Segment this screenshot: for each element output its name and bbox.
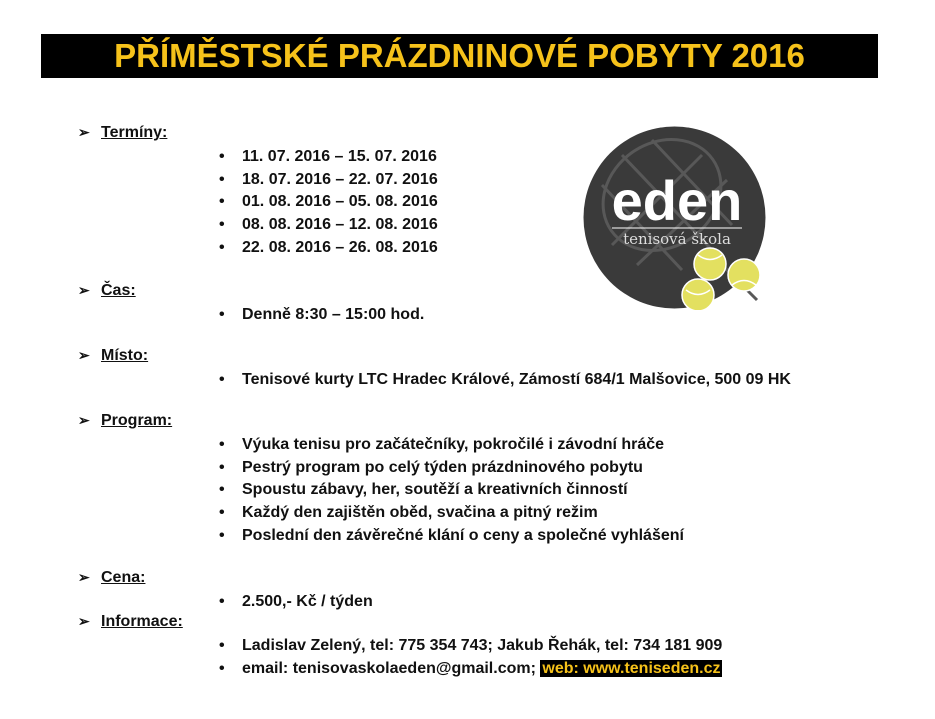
bullet-icon: • [219,526,225,544]
list-item: • Poslední den závěrečné klání o ceny a společné vyhlášení [219,525,684,548]
bullet-icon: • [219,148,225,165]
list-cas [219,304,424,327]
section-label: Místo: [101,347,149,364]
list-program [219,434,684,548]
section-label: Informace: [101,613,183,630]
bullet-icon: • [219,170,225,188]
section-label: Cena: [101,569,146,586]
web-link[interactable]: web: www.teniseden.cz [542,659,721,677]
list-item: • Každý den zajištěn oběd, svačina a pitný režim [219,502,684,525]
list-item [219,658,722,681]
list-item: • 18. 07. 2016 – 22. 07. 2016 [219,169,438,192]
bullet-icon: • [219,481,225,499]
list-informace [219,635,722,680]
list-item: • Ladislav Zelený, tel: 775 354 743; Jakub Řehák, tel: 734 181 909 [219,635,722,658]
section-cena [78,569,145,587]
section-misto [78,347,148,365]
bullet-icon: • [219,458,225,476]
list-item: • 08. 08. 2016 – 12. 08. 2016 [219,214,438,237]
bullet-icon: • [219,238,225,256]
section-label: Program: [101,412,173,429]
arrow-bullet-icon: ➢ [78,569,90,585]
logo-subtitle: tenisová škola [623,230,731,248]
section-label: Termíny: [101,124,168,141]
page-title: PŘÍMĚSTSKÉ PRÁZDNINOVÉ POBYTY 2016 [41,34,878,78]
list-misto [219,369,791,392]
list-terminy [219,146,438,260]
section-informace [78,613,183,631]
eden-logo [582,125,767,310]
arrow-bullet-icon: ➢ [78,124,90,140]
arrow-bullet-icon: ➢ [78,412,90,428]
list-item: • Výuka tenisu pro začátečníky, pokročilé i závodní hráče [219,434,684,457]
list-cena [219,591,373,614]
arrow-bullet-icon: ➢ [78,282,90,298]
arrow-bullet-icon: ➢ [78,613,90,629]
list-item: • 22. 08. 2016 – 26. 08. 2016 [219,237,438,260]
list-item: • Tenisové kurty LTC Hradec Králové, Zámostí 684/1 Malšovice, 500 09 HK [219,369,791,392]
list-item: • 11. 07. 2016 – 15. 07. 2016 [219,146,438,169]
list-item: • 01. 08. 2016 – 05. 08. 2016 [219,191,438,214]
section-cas [78,282,136,300]
bullet-icon: • [219,659,225,677]
logo-name: eden [611,169,743,232]
section-program [78,412,172,430]
list-item: • Pestrý program po celý týden prázdninového pobytu [219,457,684,480]
list-item: • Denně 8:30 – 15:00 hod. [219,304,424,327]
list-item: • 2.500,- Kč / týden [219,591,373,614]
bullet-icon: • [219,504,225,522]
section-terminy [78,124,167,142]
bullet-icon: • [219,593,225,610]
bullet-icon: • [219,306,225,323]
bullet-icon: • [219,637,225,654]
list-item: • Spoustu zábavy, her, soutěží a kreativních činností [219,479,684,502]
bullet-icon: • [219,193,225,211]
bullet-icon: • [219,436,225,453]
email-text: email: tenisovaskolaeden@gmail.com; [242,659,536,677]
arrow-bullet-icon: ➢ [78,347,90,363]
section-label: Čas: [101,282,136,299]
bullet-icon: • [219,216,225,234]
bullet-icon: • [219,371,225,388]
